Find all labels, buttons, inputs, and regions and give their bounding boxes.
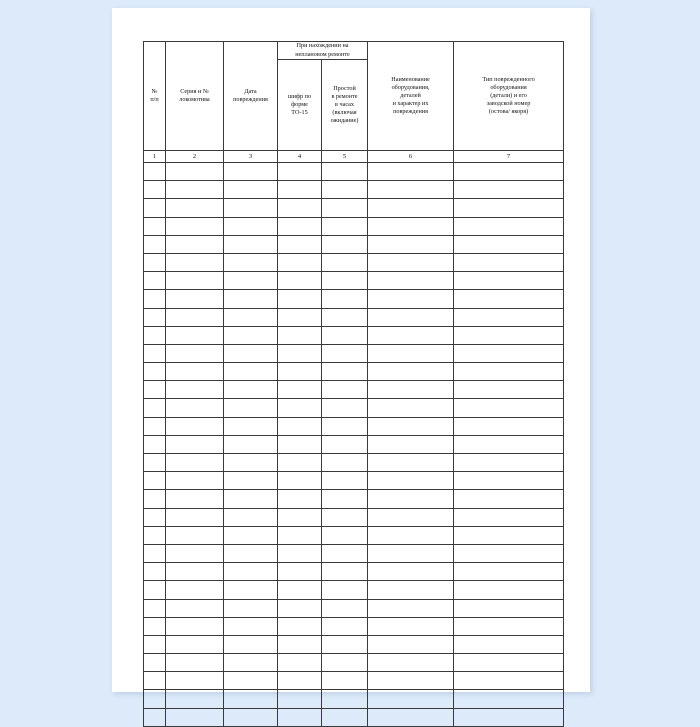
table-cell[interactable] [322,435,368,453]
table-cell[interactable] [224,381,278,399]
table-row[interactable] [144,326,564,344]
table-cell[interactable] [322,581,368,599]
table-cell[interactable] [368,435,454,453]
table-cell[interactable] [322,163,368,181]
table-cell[interactable] [454,163,564,181]
table-cell[interactable] [368,454,454,472]
table-cell[interactable] [224,454,278,472]
table-cell[interactable] [144,326,166,344]
table-cell[interactable] [224,508,278,526]
table-cell[interactable] [322,690,368,708]
table-cell[interactable] [368,672,454,690]
table-cell[interactable] [278,508,322,526]
table-cell[interactable] [144,308,166,326]
table-row[interactable] [144,217,564,235]
header-cell-equipment-name: Наименование оборудования, деталей и характер их повреждения [368,42,454,151]
table-cell[interactable] [278,544,322,562]
table-cell[interactable] [166,690,224,708]
header-cell-locomotive: Серия и № локомотива [166,42,224,151]
table-cell[interactable] [144,672,166,690]
table-cell[interactable] [278,654,322,672]
table-cell[interactable] [278,417,322,435]
table-cell[interactable] [166,635,224,653]
table-cell[interactable] [454,290,564,308]
table-cell[interactable] [224,290,278,308]
table-row[interactable] [144,635,564,653]
table-row[interactable] [144,690,564,708]
table-cell[interactable] [278,253,322,271]
table-row[interactable] [144,381,564,399]
table-cell[interactable] [224,617,278,635]
table-cell[interactable] [144,290,166,308]
table-cell[interactable] [368,290,454,308]
table-column-number-row [144,151,564,163]
table-row[interactable] [144,344,564,362]
table-cell[interactable] [322,563,368,581]
table-cell[interactable] [224,308,278,326]
table-cell[interactable] [278,363,322,381]
table-cell[interactable] [454,235,564,253]
table-cell[interactable] [166,217,224,235]
table-cell[interactable] [368,581,454,599]
table-cell[interactable] [144,454,166,472]
column-number-5: 5 [322,151,368,163]
table-cell[interactable] [322,490,368,508]
table-cell[interactable] [368,654,454,672]
table-cell[interactable] [368,217,454,235]
table-row[interactable] [144,654,564,672]
table-cell[interactable] [278,199,322,217]
table-cell[interactable] [322,326,368,344]
table-cell[interactable] [368,526,454,544]
table-cell[interactable] [278,181,322,199]
table-cell[interactable] [224,417,278,435]
table-cell[interactable] [166,708,224,726]
table-cell[interactable] [166,454,224,472]
table-row[interactable] [144,526,564,544]
table-cell[interactable] [144,599,166,617]
table-cell[interactable] [322,199,368,217]
table-cell[interactable] [224,272,278,290]
header-cell-equipment-type: Тип поврежденного оборудования (детали) и его заводской номер (остова/ якоря) [454,42,564,151]
table-cell[interactable] [166,526,224,544]
table-cell[interactable] [322,308,368,326]
header-cell-damage-date: Дата повреждения [224,42,278,151]
table-row[interactable] [144,581,564,599]
table-cell[interactable] [278,490,322,508]
table-cell[interactable] [166,290,224,308]
table-cell[interactable] [322,381,368,399]
table-cell[interactable] [166,508,224,526]
table-row[interactable] [144,617,564,635]
header-cell-code-to15: шифр по форме ТО-15 [278,60,322,151]
table-cell[interactable] [322,599,368,617]
table-cell[interactable] [144,163,166,181]
table-cell[interactable] [224,544,278,562]
table-cell[interactable] [322,217,368,235]
table-cell[interactable] [224,217,278,235]
table-cell[interactable] [224,654,278,672]
table-cell[interactable] [144,635,166,653]
table-cell[interactable] [368,472,454,490]
table-cell[interactable] [454,399,564,417]
table-cell[interactable] [166,490,224,508]
table-cell[interactable] [224,490,278,508]
table-cell[interactable] [368,635,454,653]
table-cell[interactable] [166,235,224,253]
table-cell[interactable] [278,599,322,617]
table-cell[interactable] [224,181,278,199]
table-cell[interactable] [454,544,564,562]
table-cell[interactable] [144,581,166,599]
table-header-group-row [144,42,564,60]
table-cell[interactable] [454,253,564,271]
table-cell[interactable] [144,272,166,290]
table-cell[interactable] [278,690,322,708]
table-cell[interactable] [454,308,564,326]
table-cell[interactable] [322,344,368,362]
table-cell[interactable] [322,654,368,672]
damage-log-table [143,41,564,727]
table-cell[interactable] [322,181,368,199]
table-row[interactable] [144,672,564,690]
document-content [143,41,563,727]
table-cell[interactable] [166,253,224,271]
table-cell[interactable] [322,235,368,253]
table-cell[interactable] [224,235,278,253]
table-cell[interactable] [368,308,454,326]
table-cell[interactable] [166,581,224,599]
table-cell[interactable] [224,472,278,490]
table-cell[interactable] [278,344,322,362]
table-cell[interactable] [144,181,166,199]
table-row[interactable] [144,599,564,617]
table-cell[interactable] [166,617,224,635]
table-cell[interactable] [224,635,278,653]
table-cell[interactable] [368,344,454,362]
table-cell[interactable] [454,563,564,581]
table-cell[interactable] [278,435,322,453]
table-cell[interactable] [166,672,224,690]
table-cell[interactable] [166,381,224,399]
column-number-2: 2 [166,151,224,163]
table-cell[interactable] [278,617,322,635]
table-cell[interactable] [368,708,454,726]
table-cell[interactable] [224,199,278,217]
table-cell[interactable] [278,217,322,235]
table-head [144,42,564,163]
table-row[interactable] [144,472,564,490]
table-cell[interactable] [166,181,224,199]
table-cell[interactable] [368,563,454,581]
table-cell[interactable] [278,381,322,399]
table-cell[interactable] [278,672,322,690]
table-cell[interactable] [454,490,564,508]
table-cell[interactable] [322,472,368,490]
table-cell[interactable] [224,399,278,417]
table-row[interactable] [144,308,564,326]
table-cell[interactable] [166,363,224,381]
table-row[interactable] [144,235,564,253]
table-cell[interactable] [454,417,564,435]
table-cell[interactable] [144,472,166,490]
table-cell[interactable] [144,690,166,708]
table-cell[interactable] [454,454,564,472]
table-row[interactable] [144,544,564,562]
table-cell[interactable] [322,544,368,562]
table-cell[interactable] [166,326,224,344]
table-cell[interactable] [368,599,454,617]
header-cell-unplanned-repair-group: При нахождении на неплановом ремонте [278,42,368,60]
table-cell[interactable] [166,417,224,435]
table-cell[interactable] [454,599,564,617]
table-cell[interactable] [166,544,224,562]
table-cell[interactable] [322,417,368,435]
table-cell[interactable] [166,654,224,672]
table-cell[interactable] [278,163,322,181]
table-cell[interactable] [144,363,166,381]
table-row[interactable] [144,490,564,508]
table-cell[interactable] [166,199,224,217]
table-cell[interactable] [322,253,368,271]
table-cell[interactable] [454,217,564,235]
table-cell[interactable] [368,272,454,290]
table-cell[interactable] [144,563,166,581]
table-cell[interactable] [454,617,564,635]
column-number-1: 1 [144,151,166,163]
table-cell[interactable] [144,508,166,526]
table-row[interactable] [144,272,564,290]
table-cell[interactable] [454,581,564,599]
table-cell[interactable] [454,435,564,453]
table-row[interactable] [144,708,564,726]
table-cell[interactable] [224,672,278,690]
table-row[interactable] [144,508,564,526]
table-row[interactable] [144,454,564,472]
table-cell[interactable] [278,563,322,581]
table-cell[interactable] [224,563,278,581]
table-row[interactable] [144,290,564,308]
table-cell[interactable] [454,635,564,653]
table-cell[interactable] [454,181,564,199]
table-cell[interactable] [278,526,322,544]
table-cell[interactable] [166,435,224,453]
table-cell[interactable] [144,235,166,253]
table-cell[interactable] [224,690,278,708]
table-cell[interactable] [368,235,454,253]
table-cell[interactable] [166,344,224,362]
table-cell[interactable] [144,253,166,271]
table-cell[interactable] [144,654,166,672]
table-cell[interactable] [368,381,454,399]
table-cell[interactable] [224,344,278,362]
table-row[interactable] [144,253,564,271]
table-cell[interactable] [144,417,166,435]
table-cell[interactable] [454,508,564,526]
table-row[interactable] [144,181,564,199]
table-cell[interactable] [278,635,322,653]
table-cell[interactable] [454,344,564,362]
table-cell[interactable] [144,617,166,635]
table-cell[interactable] [368,490,454,508]
table-cell[interactable] [278,581,322,599]
table-cell[interactable] [368,617,454,635]
table-cell[interactable] [166,272,224,290]
table-cell[interactable] [144,399,166,417]
table-cell[interactable] [368,399,454,417]
table-cell[interactable] [322,454,368,472]
table-cell[interactable] [454,272,564,290]
table-cell[interactable] [322,635,368,653]
table-cell[interactable] [368,544,454,562]
table-cell[interactable] [322,508,368,526]
header-cell-number: № п/п [144,42,166,151]
table-cell[interactable] [454,526,564,544]
table-row[interactable] [144,563,564,581]
table-cell[interactable] [144,435,166,453]
table-row[interactable] [144,435,564,453]
table-cell[interactable] [144,544,166,562]
table-cell[interactable] [454,690,564,708]
table-cell[interactable] [278,308,322,326]
table-cell[interactable] [166,472,224,490]
table-cell[interactable] [278,454,322,472]
table-cell[interactable] [454,672,564,690]
column-number-3: 3 [224,151,278,163]
table-body [144,163,564,727]
table-cell[interactable] [278,290,322,308]
table-cell[interactable] [454,363,564,381]
table-row[interactable] [144,399,564,417]
table-cell[interactable] [322,290,368,308]
table-cell[interactable] [224,253,278,271]
table-cell[interactable] [224,599,278,617]
table-cell[interactable] [278,708,322,726]
table-cell[interactable] [166,599,224,617]
table-cell[interactable] [166,399,224,417]
table-cell[interactable] [368,163,454,181]
table-cell[interactable] [368,417,454,435]
table-cell[interactable] [368,181,454,199]
table-cell[interactable] [322,363,368,381]
column-number-7: 7 [454,151,564,163]
table-cell[interactable] [454,708,564,726]
document-sheet [112,8,590,692]
table-cell[interactable] [224,363,278,381]
table-cell[interactable] [144,217,166,235]
table-cell[interactable] [224,163,278,181]
table-cell[interactable] [368,253,454,271]
table-cell[interactable] [368,690,454,708]
table-row[interactable] [144,199,564,217]
table-cell[interactable] [454,381,564,399]
table-cell[interactable] [144,381,166,399]
table-cell[interactable] [144,490,166,508]
table-cell[interactable] [144,344,166,362]
table-cell[interactable] [368,363,454,381]
table-cell[interactable] [454,199,564,217]
table-cell[interactable] [322,617,368,635]
table-cell[interactable] [322,708,368,726]
table-cell[interactable] [166,308,224,326]
table-cell[interactable] [278,399,322,417]
table-row[interactable] [144,163,564,181]
table-cell[interactable] [454,654,564,672]
table-cell[interactable] [368,326,454,344]
table-cell[interactable] [278,272,322,290]
column-number-6: 6 [368,151,454,163]
table-cell[interactable] [224,581,278,599]
table-cell[interactable] [454,326,564,344]
table-cell[interactable] [322,526,368,544]
table-cell[interactable] [322,272,368,290]
column-number-4: 4 [278,151,322,163]
table-cell[interactable] [144,708,166,726]
table-cell[interactable] [322,672,368,690]
table-cell[interactable] [368,508,454,526]
table-cell[interactable] [224,435,278,453]
table-cell[interactable] [224,526,278,544]
table-cell[interactable] [322,399,368,417]
table-cell[interactable] [166,563,224,581]
table-cell[interactable] [454,472,564,490]
table-cell[interactable] [278,326,322,344]
table-cell[interactable] [224,708,278,726]
table-cell[interactable] [278,472,322,490]
table-cell[interactable] [144,199,166,217]
table-cell[interactable] [144,526,166,544]
table-row[interactable] [144,363,564,381]
table-row[interactable] [144,417,564,435]
table-cell[interactable] [166,163,224,181]
header-cell-downtime-hours: Простой в ремонте в часах (включая ожидание) [322,60,368,151]
table-cell[interactable] [224,326,278,344]
table-cell[interactable] [278,235,322,253]
table-cell[interactable] [368,199,454,217]
